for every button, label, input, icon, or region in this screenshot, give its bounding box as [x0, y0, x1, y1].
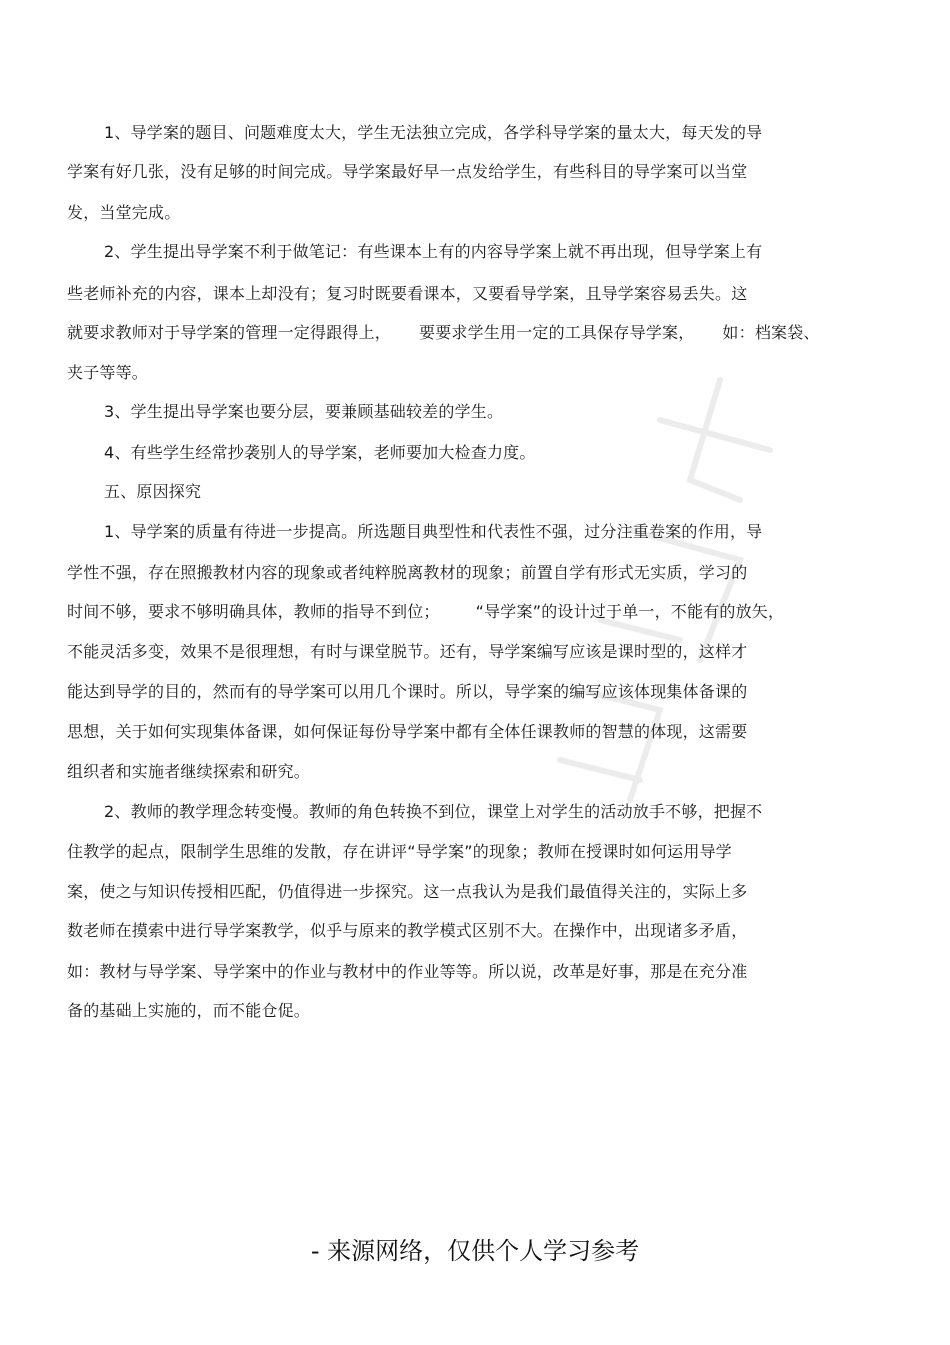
paragraph-line: 不能灵活多变，效果不是很理想，有时与课堂脱节。还有，导学案编写应该是课时型的，这样才 — [67, 642, 748, 661]
paragraph-line: 思想，关于如何实现集体备课，如何保证每份导学案中都有全体任课教师的智慧的体现，这需要 — [67, 722, 748, 741]
line-segment: “导学案”的设计过于单一，不能有的放矢， — [475, 602, 785, 621]
section-heading: 五、原因探究 — [104, 482, 202, 501]
paragraph-line: 些老师补充的内容，课本上却没有；复习时既要看课本，又要看导学案，且导学案容易丢失。这 — [67, 284, 748, 303]
paragraph-line: 数老师在摸索中进行导学案教学，似乎与原来的教学模式区别不大。在操作中，出现诸多矛盾， — [67, 921, 748, 940]
paragraph-line: 如：教材与导学案、导学案中的作业与教材中的作业等等。所以说，改革是好事，那是在充分准 — [67, 962, 748, 981]
paragraph-line: 组织者和实施者继续探索和研究。 — [67, 762, 311, 781]
paragraph-line — [67, 323, 820, 343]
paragraph-line — [67, 602, 784, 622]
paragraph-line: 1、导学案的质量有待进一步提高。所选题目典型性和代表性不强，过分注重卷案的作用，导 — [104, 522, 763, 541]
paragraph-line: 3、学生提出导学案也要分层，要兼顾基础较差的学生。 — [104, 402, 504, 421]
paragraph-line: 4、有些学生经常抄袭别人的导学案，老师要加大检查力度。 — [104, 443, 536, 462]
paragraph-line: 住教学的起点，限制学生思维的发散，存在讲评“导学案”的现象；教师在授课时如何运用导学 — [67, 842, 732, 861]
line-segment: 要要求学生用一定的工具保存导学案， — [419, 323, 695, 342]
paragraph-line: 夹子等等。 — [67, 363, 149, 382]
watermark-graphic — [540, 360, 800, 830]
line-segment: 如：档案袋、 — [722, 323, 820, 342]
paragraph-line: 发，当堂完成。 — [67, 203, 181, 222]
paragraph-line: 2、学生提出导学案不利于做笔记：有些课本上有的内容导学案上就不再出现，但导学案上有 — [104, 242, 763, 261]
paragraph-line: 学案有好几张，没有足够的时间完成。导学案最好早一点发给学生，有些科目的导学案可以当堂 — [67, 162, 748, 181]
line-segment: 时间不够，要求不够明确具体，教师的指导不到位； — [67, 602, 440, 621]
footer-note: - 来源网络，仅供个人学习参考 — [310, 1237, 640, 1265]
paragraph-line: 备的基础上实施的，而不能仓促。 — [67, 1001, 311, 1020]
line-segment: 就要求教师对于导学案的管理一定得跟得上， — [67, 323, 392, 342]
paragraph-line: 学性不强，存在照搬教材内容的现象或者纯粹脱离教材的现象；前置自学有形式无实质，学习的 — [67, 563, 748, 582]
paragraph-line: 2、教师的教学理念转变慢。教师的角色转换不到位，课堂上对学生的活动放手不够，把握不 — [104, 802, 763, 821]
paragraph-line: 1、导学案的题目、问题难度太大，学生无法独立完成，各学科导学案的量太大，每天发的导 — [104, 123, 763, 142]
paragraph-line: 能达到导学的目的，然而有的导学案可以用几个课时。所以，导学案的编写应该体现集体备课的 — [67, 682, 748, 701]
paragraph-line: 案，使之与知识传授相匹配，仍值得进一步探究。这一点我认为是我们最值得关注的，实际上多 — [67, 882, 748, 901]
